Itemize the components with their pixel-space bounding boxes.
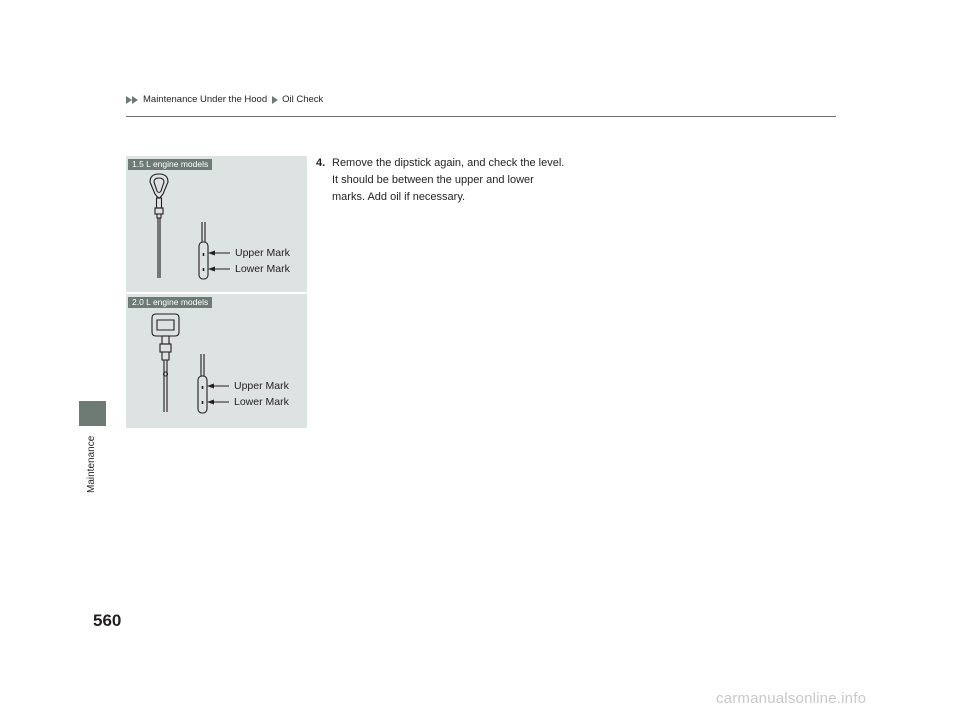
breadcrumb-item-maintenance-under-hood[interactable]: Maintenance Under the Hood bbox=[143, 94, 268, 105]
upper-mark-label: Upper Mark bbox=[235, 247, 290, 259]
dipstick-2-0l-illustration bbox=[126, 294, 307, 428]
page-number: 560 bbox=[93, 611, 122, 630]
figure-tag: 1.5 L engine models bbox=[128, 159, 212, 170]
dipstick-1-5l-illustration bbox=[126, 156, 307, 292]
lower-mark-label: Lower Mark bbox=[234, 396, 289, 408]
breadcrumb-item-oil-check[interactable]: Oil Check bbox=[282, 94, 324, 105]
header-rule bbox=[126, 116, 836, 117]
lower-mark-label: Lower Mark bbox=[235, 263, 290, 275]
section-tab-marker bbox=[79, 401, 106, 426]
upper-mark-label: Upper Mark bbox=[234, 380, 289, 392]
figure-1-5l-dipstick bbox=[126, 156, 307, 292]
figure-2-0l-dipstick bbox=[126, 294, 307, 428]
section-label: Maintenance bbox=[86, 436, 97, 494]
step-text: Remove the dipstick again, and check the level. It should be between the upper and lower marks. Add oil if necessary. bbox=[332, 157, 565, 203]
breadcrumb-separator-icon bbox=[272, 96, 278, 104]
breadcrumb bbox=[126, 94, 323, 105]
watermark: carmanualsonline.info bbox=[716, 690, 867, 707]
instruction-step bbox=[316, 155, 566, 206]
figure-tag: 2.0 L engine models bbox=[128, 297, 212, 308]
step-number: 4. bbox=[316, 157, 326, 169]
breadcrumb-arrow-icon bbox=[126, 96, 138, 104]
